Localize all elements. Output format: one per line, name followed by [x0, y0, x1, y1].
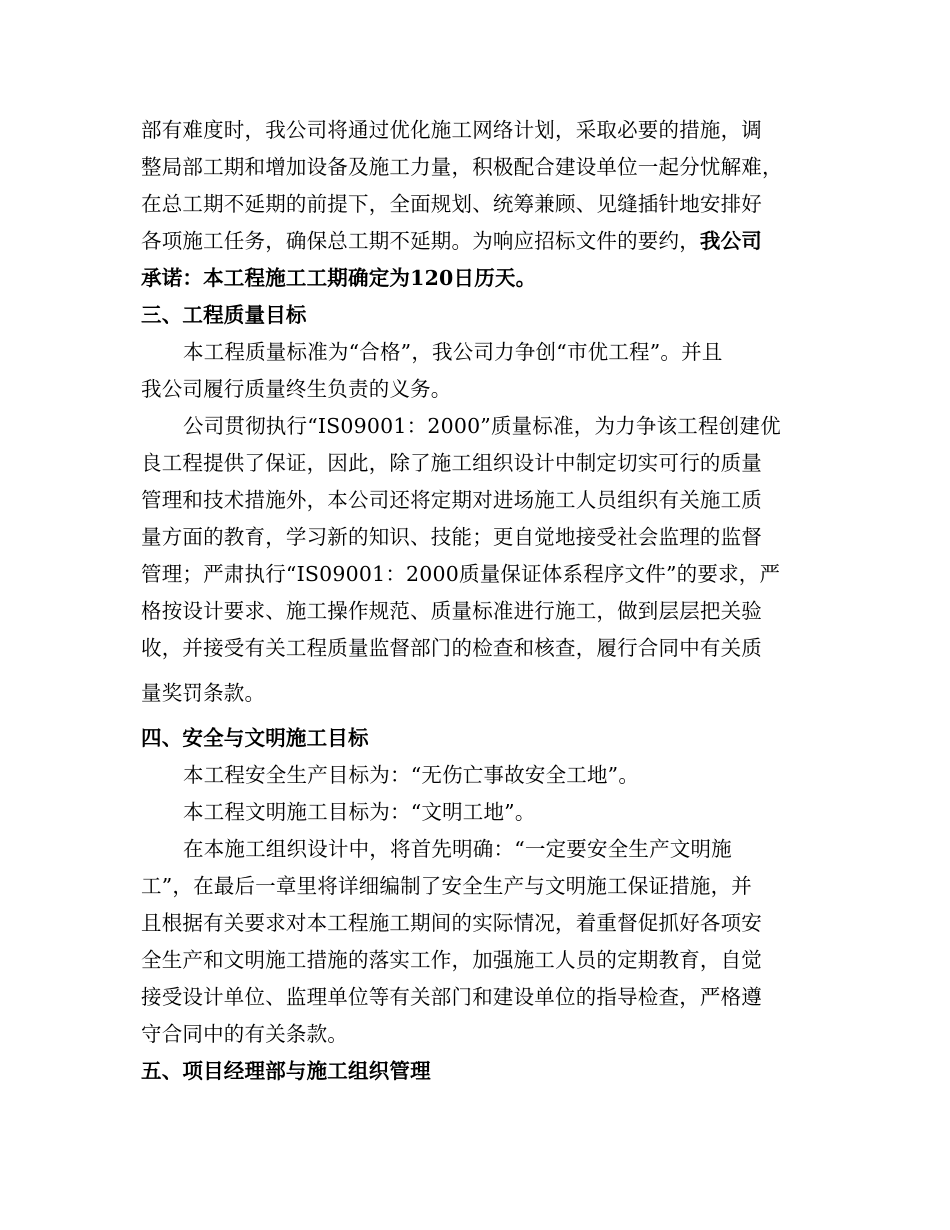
- paragraph-line-mixed: [141, 224, 806, 254]
- section-heading: 五、项目经理部与施工组织管理: [141, 1059, 431, 1083]
- paragraph-line: 管理和技术措施外，本公司还将定期对进场施工人员组织有关施工质: [141, 488, 762, 512]
- paragraph-line: 格按设计要求、施工操作规范、质量标准进行施工，做到层层把关验: [141, 599, 762, 623]
- paragraph-line: 在本施工组织设计中，将首先明确：“一定要安全生产文明施: [183, 837, 732, 861]
- paragraph-line: 守合同中的有关条款。: [141, 1022, 348, 1046]
- paragraph-text: 各项施工任务，确保总工期不延期。为响应招标文件的要约，: [141, 229, 700, 253]
- paragraph-line: 本工程安全生产目标为：“无伤亡事故安全工地”。: [183, 763, 640, 787]
- paragraph-line: 收，并接受有关工程质量监督部门的检查和核查，履行合同中有关质: [141, 636, 762, 660]
- paragraph-line: 全生产和文明施工措施的落实工作，加强施工人员的定期教育，自觉: [141, 948, 762, 972]
- paragraph-line: 量奖罚条款。: [141, 681, 266, 705]
- paragraph-line: 部有难度时，我公司将通过优化施工网络计划，采取必要的措施，调: [141, 118, 762, 142]
- paragraph-line: 良工程提供了保证，因此，除了施工组织设计中制定切实可行的质量: [141, 451, 762, 475]
- paragraph-line: 工”，在最后一章里将详细编制了安全生产与文明施工保证措施，并: [141, 874, 752, 898]
- paragraph-line: 接受设计单位、监理单位等有关部门和建设单位的指导检查，严格遵: [141, 985, 762, 1009]
- paragraph-line: 本工程文明施工目标为：“文明工地”。: [183, 800, 536, 824]
- paragraph-line: 本工程质量标准为“合格”，我公司力争创“市优工程”。并且: [183, 340, 723, 364]
- commitment-text: 我公司: [699, 229, 763, 253]
- paragraph-line: 量方面的教育，学习新的知识、技能；更自觉地接受社会监理的监督: [141, 525, 762, 549]
- paragraph-line: 我公司履行质量终生负责的义务。: [141, 377, 452, 401]
- section-heading: 四、安全与文明施工目标: [141, 726, 369, 750]
- paragraph-line: 公司贯彻执行“IS09001：2000”质量标准，为力争该工程创建优: [183, 414, 781, 438]
- paragraph-line: 在总工期不延期的前提下，全面规划、统筹兼顾、见缝插针地安排好: [141, 192, 762, 216]
- commitment-text: 承诺：本工程施工工期确定为120日历天。: [141, 266, 537, 290]
- paragraph-line: 整局部工期和增加设备及施工力量，积极配合建设单位一起分忧解难，: [141, 155, 783, 179]
- paragraph-line: 管理；严肃执行“IS09001：2000质量保证体系程序文件”的要求，严: [141, 562, 781, 586]
- section-heading: 三、工程质量目标: [141, 303, 307, 327]
- paragraph-line: 且根据有关要求对本工程施工期间的实际情况，着重督促抓好各项安: [141, 911, 762, 935]
